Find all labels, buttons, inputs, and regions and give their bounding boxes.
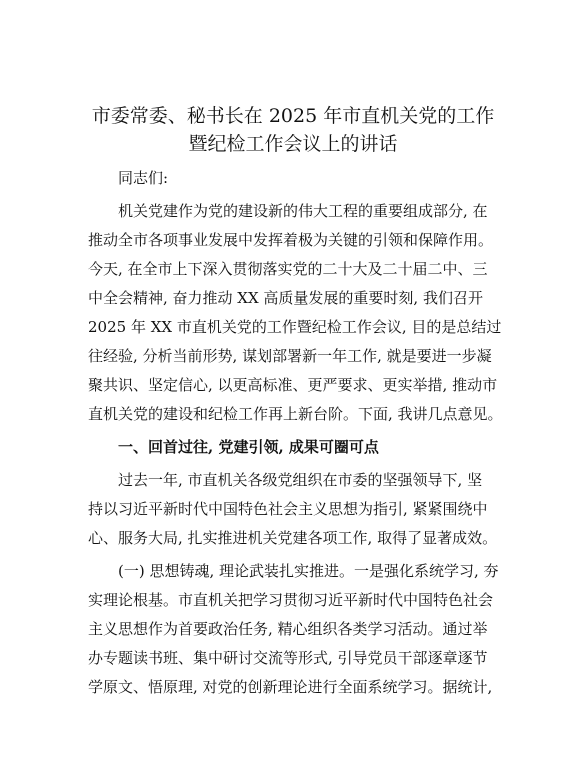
section-heading: 一、回首过往, 党建引领, 成果可圈可点 [118, 438, 379, 456]
paragraph-line: 学原文、悟原理, 对党的创新理论进行全面系统学习。据统计, [88, 678, 493, 696]
paragraph-line: 2025 年 XX 市直机关党的工作暨纪检工作会议, 目的是总结过 [88, 318, 502, 336]
paragraph-line: 主义思想作为首要政治任务, 精心组织各类学习活动。通过举 [88, 620, 488, 638]
paragraph-line: 心、服务大局, 扎实推进机关党建各项工作, 取得了显著成效。 [88, 529, 498, 547]
paragraph-line: 直机关党的建设和纪检工作再上新台阶。下面, 我讲几点意见。 [88, 405, 503, 423]
paragraph-line: 办专题读书班、集中研讨交流等形式, 引导党员干部逐章逐节 [88, 649, 488, 667]
paragraph-line: (一) 思想铸魂, 理论武装扎实推进。一是强化系统学习, 夯 [118, 562, 499, 580]
document-title-line-2: 暨纪检工作会议上的讲话 [188, 133, 398, 155]
paragraph-line: 今天, 在全市上下深入贯彻落实党的二十大及二十届二中、三 [88, 260, 488, 278]
paragraph-line: 往经验, 分析当前形势, 谋划部署新一年工作, 就是要进一步凝 [88, 347, 492, 365]
paragraph-line: 机关党建作为党的建设新的伟大工程的重要组成部分, 在 [118, 202, 488, 220]
paragraph-line: 实理论根基。市直机关把学习贯彻习近平新时代中国特色社会 [88, 591, 494, 609]
paragraph-line: 持以习近平新时代中国特色社会主义思想为指引, 紧紧围绕中 [88, 500, 488, 518]
paragraph-line: 过去一年, 市直机关各级党组织在市委的坚强领导下, 坚 [118, 471, 483, 489]
document-title-line-1: 市委常委、秘书长在 2025 年市直机关党的工作 [91, 105, 495, 127]
salutation: 同志们: [118, 169, 169, 187]
paragraph-line: 聚共识、坚定信心, 以更高标准、更严要求、更实举措, 推动市 [88, 376, 498, 394]
paragraph-line: 推动全市各项事业发展中发挥着极为关键的引领和保障作用。 [88, 231, 494, 249]
paragraph-line: 中全会精神, 奋力推动 XX 高质量发展的重要时刻, 我们召开 [88, 289, 483, 307]
